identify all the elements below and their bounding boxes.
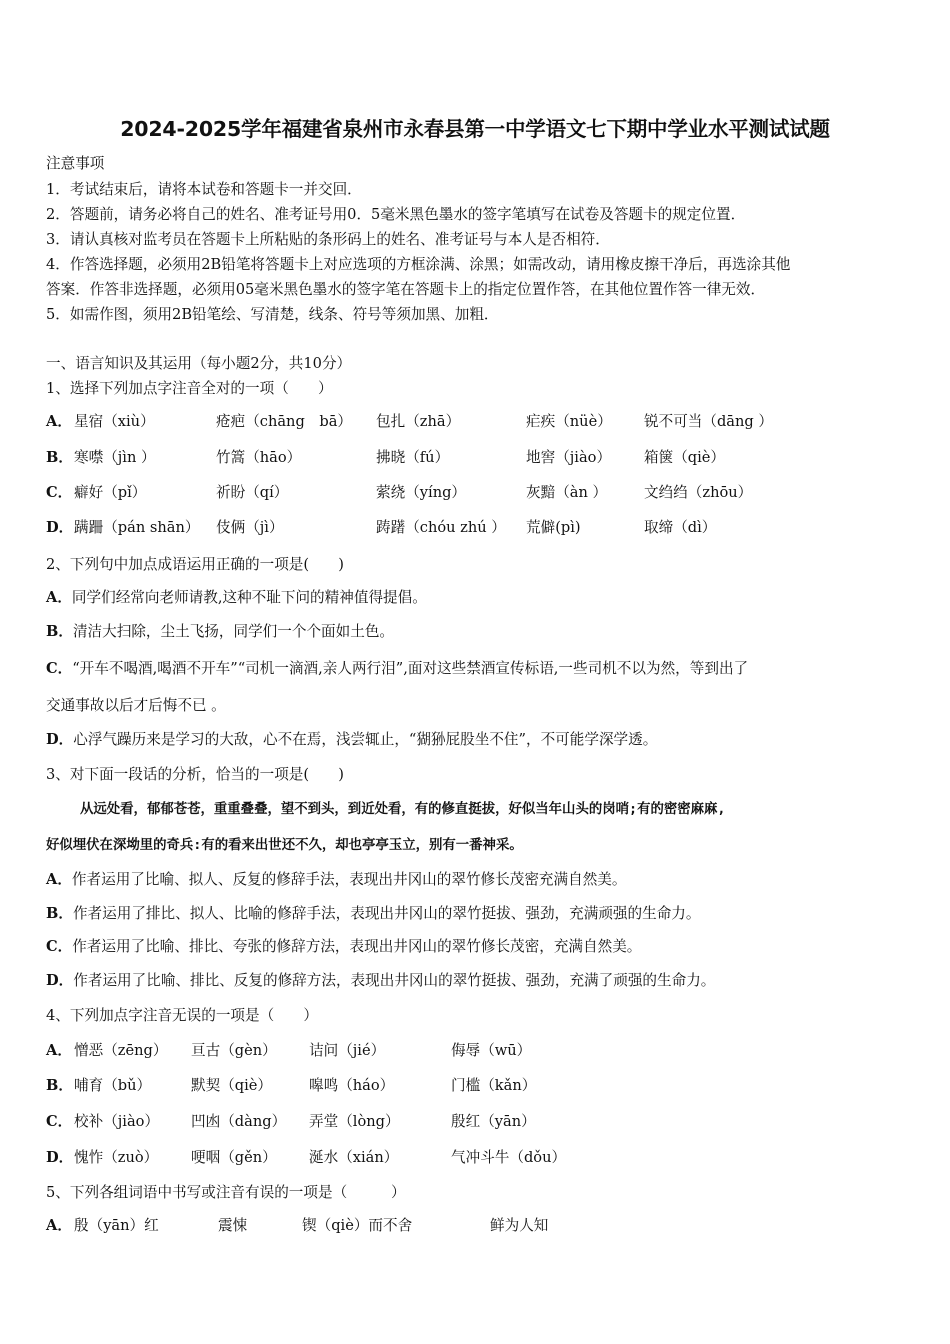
option-text: 作者运用了比喻、排比、夸张的修辞方法，表现出井冈山的翠竹修长茂密，充满自然美。 [72, 938, 642, 955]
notice-item: 答案．作答非选择题，必须用05毫米黑色墨水的签字笔在答题卡上的指定位置作答，在其他位置作答一律无效． [46, 281, 766, 298]
option-cell: 涎水（xián） [309, 1149, 399, 1166]
question-2-option-b[interactable] [46, 620, 394, 641]
option-label: A． [46, 871, 72, 888]
option-cell: 伎俩（jì） [216, 519, 284, 536]
notice-item: 1．考试结束后，请将本试卷和答题卡一并交回． [46, 181, 362, 198]
notice-item: 4．作答选择题，必须用2B铅笔将答题卡上对应选项的方框涂满、涂黑；如需改动，请用橡皮擦干净后，再选涂其他 [46, 256, 791, 273]
option-cell: 弄堂（lòng） [309, 1113, 400, 1130]
section-heading: 一、语言知识及其运用（每小题2分，共10分） [46, 355, 352, 372]
option-cell: 萦绕（yíng） [376, 484, 467, 501]
option-cell: 震悚 [218, 1217, 248, 1234]
notice-heading: 注意事项 [46, 155, 105, 172]
option-cell: 灰黯（àn ） [526, 484, 608, 501]
option-label: B． [46, 905, 73, 922]
question-3-passage-line: 从远处看，郁郁苍苍，重重叠叠，望不到头，到近处看，有的修直挺拔，好似当年山头的岗哨;有的密密麻麻, [80, 802, 726, 817]
option-text: 交通事故以后才后悔不已 。 [46, 697, 226, 714]
option-text: 作者运用了排比、拟人、比喻的修辞手法，表现出井冈山的翠竹挺拔、强劲，充满顽强的生命力。 [72, 905, 701, 922]
option-label: D． [46, 731, 74, 748]
option-label: A． [46, 589, 72, 606]
question-3-passage-line: 好似埋伏在深坳里的奇兵:有的看来出世还不久，却也亭亭玉立，别有一番神采。 [46, 838, 523, 853]
option-cell: 星宿（xiù） [74, 413, 155, 430]
option-cell: 地窖（jiào） [526, 449, 612, 466]
option-label: B． [46, 623, 73, 640]
option-cell: 殷红（yān） [451, 1113, 536, 1130]
option-text: “开车不喝酒,喝酒不开车”“司机一滴酒,亲人两行泪”,面对这些禁酒宣传标语,一些司机不以为然，等到出了 [72, 660, 749, 677]
question-5-stem: 5、下列各组词语中书写或注音有误的一项是（ ） [46, 1184, 406, 1201]
option-label: A． [46, 1217, 72, 1234]
option-cell: 殷（yān）红 [74, 1217, 159, 1234]
option-cell: 锐不可当（dāng ） [644, 413, 773, 430]
option-cell: 祈盼（qí） [216, 484, 289, 501]
option-label: A． [46, 413, 72, 430]
option-label: C． [46, 1113, 73, 1130]
option-label: C． [46, 938, 73, 955]
question-3-option-c[interactable] [46, 935, 641, 956]
question-2-option-a[interactable] [46, 586, 427, 607]
question-2-stem: 2、下列句中加点成语运用正确的一项是( ) [46, 556, 344, 573]
option-label: D． [46, 1149, 74, 1166]
option-cell: 寒噤（jìn ） [74, 449, 156, 466]
notice-item: 5．如需作图，须用2B铅笔绘、写清楚，线条、符号等须加黑、加粗． [46, 306, 499, 323]
option-cell: 文绉绉（zhōu） [644, 484, 753, 501]
option-cell: 嗥鸣（háo） [309, 1077, 395, 1094]
option-cell: 踌躇（chóu zhú ） [376, 519, 506, 536]
option-cell: 取缔（dì） [644, 519, 717, 536]
question-4-stem: 4、下列加点字注音无误的一项是（ ） [46, 1007, 318, 1024]
option-cell: 疮疤（chāng bā） [216, 413, 353, 430]
option-label: D． [46, 972, 74, 989]
option-cell: 校补（jiào） [74, 1113, 160, 1130]
option-label: B． [46, 449, 73, 466]
question-2-option-c-continued [46, 694, 226, 715]
option-cell: 荒僻(pì) [526, 519, 581, 536]
question-2-option-d[interactable] [46, 728, 657, 749]
notice-item: 2．答题前，请务必将自己的姓名、准考证号用0．5毫米黑色墨水的签字笔填写在试卷及答题卡的规定位置． [46, 206, 746, 223]
option-cell: 门槛（kǎn） [451, 1077, 537, 1094]
option-cell: 默契（qiè） [191, 1077, 273, 1094]
option-label: C． [46, 660, 73, 677]
option-cell: 蹒跚（pán shān） [74, 519, 200, 536]
option-cell: 愧怍（zuò） [74, 1149, 159, 1166]
option-cell: 鲜为人知 [490, 1217, 549, 1234]
option-cell: 亘古（gèn） [191, 1042, 277, 1059]
option-cell: 竹篙（hāo） [216, 449, 302, 466]
option-text: 作者运用了比喻、拟人、反复的修辞手法，表现出井冈山的翠竹修长茂密充满自然美。 [71, 871, 627, 888]
option-text: 心浮气躁历来是学习的大敌，心不在焉，浅尝辄止，“猢狲屁股坐不住”，不可能学深学透。 [73, 731, 658, 748]
option-text: 作者运用了比喻、排比、反复的修辞方法，表现出井冈山的翠竹挺拔、强劲，充满了顽强的生命力。 [73, 972, 716, 989]
option-cell: 哽咽（gěn） [191, 1149, 277, 1166]
option-cell: 侮辱（wū） [451, 1042, 532, 1059]
question-3-option-b[interactable] [46, 902, 700, 923]
option-cell: 憎恶（zēng） [74, 1042, 168, 1059]
option-label: D． [46, 519, 74, 536]
option-cell: 箱箧（qiè） [644, 449, 726, 466]
option-cell: 诘问（jié） [309, 1042, 386, 1059]
question-3-option-d[interactable] [46, 969, 715, 990]
notice-item: 3．请认真核对监考员在答题卡上所粘贴的条形码上的姓名、准考证号与本人是否相符． [46, 231, 610, 248]
exam-title: 2024-2025学年福建省泉州市永春县第一中学语文七下期中学业水平测试试题 [120, 117, 830, 141]
option-cell: 拂晓（fú） [376, 449, 450, 466]
option-label: B． [46, 1077, 73, 1094]
option-cell: 气冲斗牛（dǒu） [451, 1149, 567, 1166]
option-text: 同学们经常向老师请教,这种不耻下问的精神值得提倡。 [71, 589, 427, 606]
question-2-option-c[interactable] [46, 657, 748, 678]
option-text: 清洁大扫除，尘土飞扬，同学们一个个面如土色。 [72, 623, 395, 640]
option-label: C． [46, 484, 73, 501]
option-cell: 哺育（bǔ） [74, 1077, 152, 1094]
option-label: A． [46, 1042, 72, 1059]
question-1-stem: 1、选择下列加点字注音全对的一项（ ） [46, 380, 333, 397]
option-cell: 锲（qiè）而不舍 [302, 1217, 413, 1234]
question-3-option-a[interactable] [46, 868, 627, 889]
question-3-stem: 3、对下面一段话的分析，恰当的一项是( ) [46, 766, 344, 783]
option-cell: 凹凼（dàng） [191, 1113, 287, 1130]
option-cell: 癖好（pǐ） [74, 484, 147, 501]
option-cell: 疟疾（nüè） [526, 413, 612, 430]
option-cell: 包扎（zhā） [376, 413, 461, 430]
